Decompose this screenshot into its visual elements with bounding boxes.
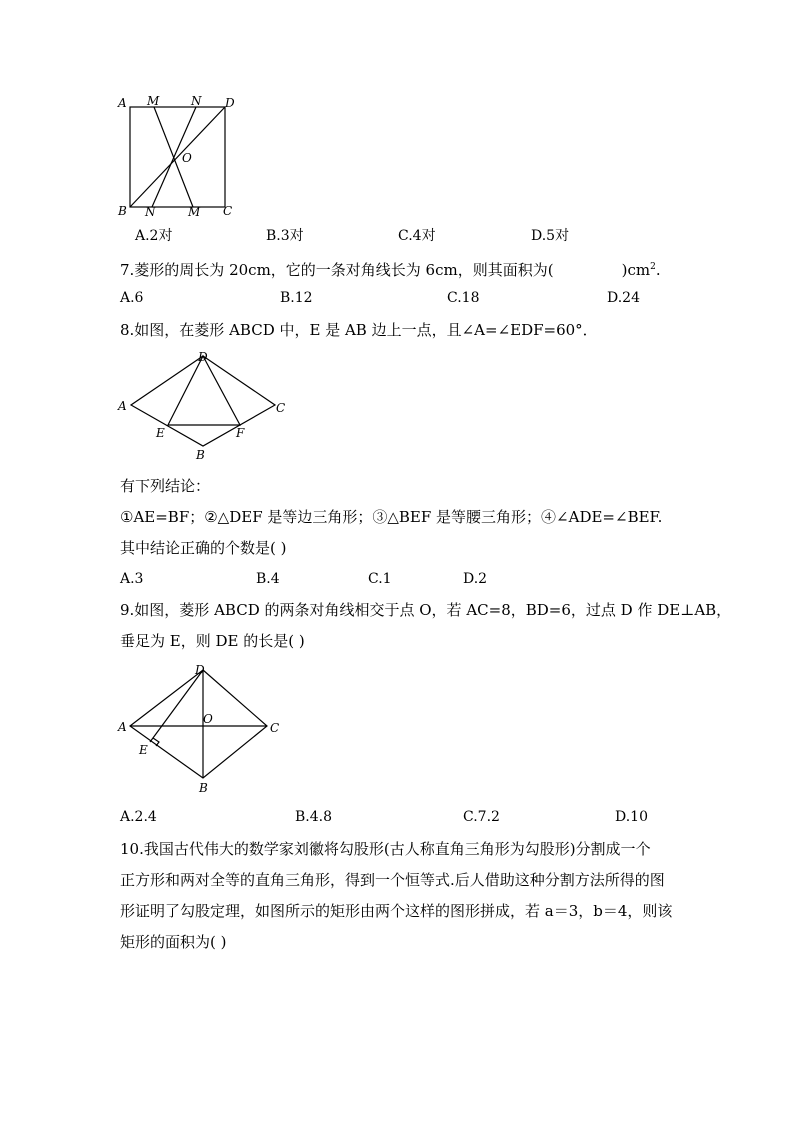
q7-stem-end: )cm [621, 261, 651, 279]
q9-option-d: D.10 [615, 809, 648, 825]
q9-label-d: D [195, 663, 205, 677]
q8-label-c: C [276, 401, 286, 415]
q6-option-b: B.3对 [266, 228, 304, 244]
q9-label-b: B [199, 781, 208, 795]
q8-label-e: E [156, 426, 165, 440]
q7-unit-sup: 2 [650, 262, 656, 272]
q8-option-b: B.4 [256, 571, 280, 587]
q9-label-e: E [139, 743, 148, 757]
q8-conclusions: ①AE=BF；②△DEF 是等边三角形；③△BEF 是等腰三角形；④∠ADE=∠BEF. [120, 508, 663, 526]
label-n-bottom: N [145, 205, 156, 219]
figure-rhombus-q9 [115, 660, 295, 800]
q9-stem-line2: 垂足为 E，则 DE 的长是( ) [120, 632, 305, 650]
q10-line-4: 矩形的面积为( ) [120, 933, 227, 951]
q9-label-a: A [118, 720, 127, 734]
label-o: O [182, 151, 192, 165]
q9-option-c: C.7.2 [463, 809, 500, 825]
q7-option-b: B.12 [280, 290, 313, 306]
q8-label-a: A [118, 399, 127, 413]
label-b: B [118, 204, 127, 218]
q9-option-a: A.2.4 [120, 809, 157, 825]
q8-ask: 其中结论正确的个数是( ) [120, 539, 287, 557]
q10-line-3: 形证明了勾股定理，如图所示的矩形由两个这样的图形拼成，若 a＝3，b＝4，则该 [120, 902, 673, 920]
q7-option-d: D.24 [607, 290, 640, 306]
q6-option-d: D.5对 [531, 228, 570, 244]
q7-stem-text: 7.菱形的周长为 20cm，它的一条对角线长为 6cm，则其面积为( [120, 261, 554, 279]
q9-stem-line1: 9.如图，菱形 ABCD 的两条对角线相交于点 O，若 AC=8，BD=6，过点 D 作 DE⊥AB， [120, 601, 732, 619]
q10-line-2: 正方形和两对全等的直角三角形，得到一个恒等式.后人借助这种分割方法所得的图 [120, 871, 665, 889]
q9-label-o: O [203, 712, 213, 726]
label-m-bottom: M [188, 205, 201, 219]
label-m-top: M [147, 94, 160, 108]
label-c: C [223, 204, 233, 218]
q6-option-c: C.4对 [398, 228, 436, 244]
label-d: D [225, 96, 235, 110]
label-a: A [118, 96, 127, 110]
q6-option-a: A.2对 [135, 228, 173, 244]
label-n-top: N [191, 94, 202, 108]
q7-option-c: C.18 [447, 290, 480, 306]
q9-label-c: C [270, 721, 280, 735]
q8-option-d: D.2 [463, 571, 488, 587]
figure-rhombus-q8 [115, 348, 290, 463]
q8-intro: 有下列结论： [120, 477, 211, 495]
q9-option-b: B.4.8 [295, 809, 333, 825]
figure-rectangle-abcd [115, 95, 245, 220]
q8-label-f: F [236, 426, 245, 440]
q8-label-b: B [196, 448, 205, 462]
q8-label-d: D [198, 350, 208, 364]
q7-stem [120, 257, 661, 280]
q7-stem-tail: . [655, 261, 661, 279]
q8-stem: 8.如图，在菱形 ABCD 中，E 是 AB 边上一点，且∠A=∠EDF=60°． [120, 321, 598, 339]
q10-line-1: 10.我国古代伟大的数学家刘徽将勾股形(古人称直角三角形为勾股形)分割成一个 [120, 840, 651, 858]
q8-option-c: C.1 [368, 571, 392, 587]
q7-option-a: A.6 [120, 290, 144, 306]
q8-option-a: A.3 [120, 571, 144, 587]
